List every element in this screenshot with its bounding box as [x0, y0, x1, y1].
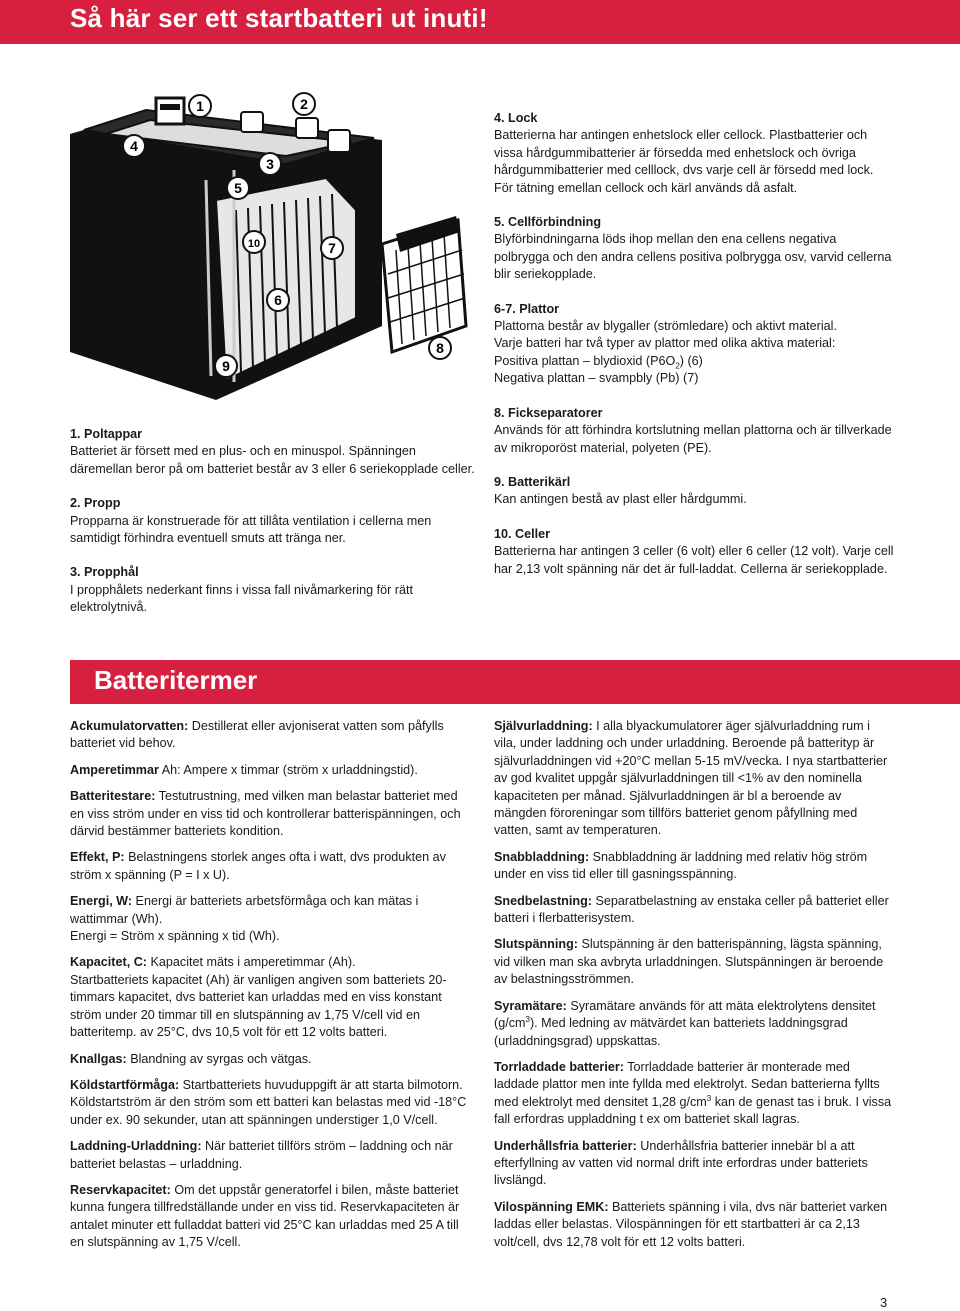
term-entry [494, 1059, 894, 1129]
term-text: Destillerat eller avjoniserat vatten som påfylls batteriet vid behov. [70, 719, 444, 751]
term-text: Separatbelastning av enstaka celler på batteriet eller batteri i flerbatterisystem. [494, 893, 889, 926]
callout-6-label: 6 [274, 292, 282, 308]
term-entry [494, 893, 894, 928]
superscript: 3 [525, 1014, 530, 1024]
vent-cap [328, 130, 350, 152]
term-text: När batteriet tillförs ström – laddning och när batteriet belastas – urladdning. [70, 1139, 453, 1171]
term-name: Amperetimmar [70, 762, 159, 777]
header-bar [0, 0, 960, 44]
term-name: Slutspänning: [494, 937, 578, 952]
part-text-line: Positiva plattan – blydioxid $(P6O_2)$ (6) [494, 353, 703, 371]
part-text: I propphålets nederkant finns i vissa fall nivåmarkering för rätt elektrolytnivå. [70, 582, 413, 615]
term-entry [494, 998, 894, 1050]
part-text: Blyförbindningarna löds ihop mellan den ena cellens negativa polbrygga och den andra cellens positiva polbrygga osv, varvid cellerna blir seriekopplade. [494, 232, 892, 282]
term-entry [70, 762, 472, 779]
term-text: Underhållsfria batterier innebär bl a att efterfyllning av vatten vid normal drift inte erfordras under batteriets livslängd. [494, 1138, 868, 1188]
page-title: Så här ser ett startbatteri ut inuti! [70, 3, 488, 33]
part-heading: 9. Batterikärl [494, 474, 571, 489]
term-entry [70, 788, 472, 840]
section-title: Batteritermer [94, 665, 258, 695]
term-name: Reservkapacitet: [70, 1182, 171, 1197]
term-entry [70, 718, 472, 753]
term-name: Kapacitet, C: [70, 955, 147, 970]
term-text: Om det uppstår generatorfel i bilen, måste batteriet kunna fungera tillfredställande under en viss tid. Reservkapaciteten är antalet minuter ett fulladdat batteri vid 25°C kan urladdas med 25 A till en slutspänning av 1,75 V/cell. [70, 1182, 460, 1250]
term-name: Ackumulatorvatten: [70, 719, 189, 733]
vent-cap [241, 112, 263, 132]
part-heading: 6-7. Plattor [494, 301, 560, 316]
part-text: Batteriet är försett med en plus- och en minuspol. Spänningen däremellan beror på om batteriet består av 3 eller 6 seriekopplade celler. [70, 444, 475, 476]
part-plug-hole [70, 564, 480, 616]
part-text: Kan antingen bestå av plast eller hårdgummi. [494, 492, 747, 507]
part-container [494, 474, 894, 509]
terms-list-left [70, 718, 472, 1261]
parts-list-right [494, 110, 894, 595]
term-name: Syramätare: [494, 998, 567, 1013]
part-text: Propparna är konstruerade för att tillåta ventilation i cellerna men samtidigt förhindra eventuell smuts att tränga ner. [70, 513, 432, 546]
battery-diagram [66, 90, 476, 402]
term-name: Köldstartförmåga: [70, 1077, 180, 1092]
callout-4-label: 4 [130, 138, 138, 154]
terminal-post [156, 98, 184, 124]
part-text-line: Varje batteri har två typer av plattor med olika aktiva material: [494, 336, 836, 351]
term-name: Underhållsfria batterier: [494, 1138, 637, 1153]
part-heading: 2. Propp [70, 496, 121, 511]
part-heading: 4. Lock [494, 111, 538, 125]
part-text: Batterierna har antingen 3 celler (6 volt) eller 6 celler (12 volt). Varje cell har 2,13 volt spänning när det är full-laddat. Cellerna är seriekopplade. [494, 544, 894, 576]
terms-list-right [494, 718, 894, 1260]
term-text: Ah: Ampere x timmar (ström x urladdningstid). [161, 762, 418, 777]
term-name: Självurladdning: [494, 719, 593, 733]
term-text: Torrladdade batterier är monterade med laddade plattor men inte fyllda med elektrolyt. Sedan batterierna fyllts med elektrolyt med densitet 1,28 g/cm [494, 1059, 880, 1109]
term-text: Batteriets spänning i vila, dvs när batteriet varken laddas eller belastas. Vilospänningen för ett startbatteri är ca 2,13 volt/cell, dvs 12,78 volt för ett 12 volts batteri. [494, 1199, 888, 1249]
term-name: Snabbladdning: [494, 849, 590, 864]
term-entry [494, 1138, 894, 1190]
part-text-line: Plattorna består av blygaller (strömledare) och aktivt material. [494, 319, 837, 334]
term-entry [494, 849, 894, 884]
term-text: Syramätare används för att mäta elektrolytens densitet (g/cm [494, 998, 876, 1031]
term-text: Belastningens storlek anges ofta i watt, dvs produkten av ström x spänning (P = I x U). [70, 850, 446, 882]
term-entry [70, 849, 472, 884]
term-entry [494, 718, 894, 840]
term-entry [494, 1199, 894, 1251]
part-plates [494, 301, 894, 388]
term-text-tail: ). Med ledning av mätvärdet kan batteriets laddningsgrad (urladdningsgrad) uppskattas. [494, 1016, 848, 1048]
part-heading: 5. Cellförbindning [494, 215, 602, 230]
term-text: Blandning av syrgas och vätgas. [130, 1051, 312, 1066]
part-plug [70, 495, 480, 547]
superscript: 3 [706, 1093, 712, 1103]
page-number: 3 [880, 1295, 888, 1310]
term-name: Energi, W: [70, 894, 133, 909]
term-text-extra: Energi = Ström x spänning x tid (Wh). [70, 929, 280, 944]
part-separators [494, 405, 894, 457]
part-heading: 8. Fickseparatorer [494, 405, 603, 420]
part-cell-connector [494, 214, 894, 284]
term-text: Energi är batteriets arbetsförmåga och kan mätas i wattimmar (Wh). [70, 894, 419, 926]
callout-1-label: 1 [196, 98, 204, 114]
part-heading: 10. Celler [494, 526, 551, 541]
term-name: Laddning-Urladdning: [70, 1139, 202, 1154]
parts-list-left [70, 426, 480, 634]
term-text: Startbatteriets huvuduppgift är att starta bilmotorn. Köldstartström är den ström som ett batteri kan belastas med vid -18°C under ex. 90 sekunder, utan att spänningen understiger 1,0 V/cell. [70, 1077, 467, 1127]
term-entry [70, 1138, 472, 1173]
part-text-line: Negativa plattan – svampbly (Pb) (7) [494, 371, 699, 386]
term-entry [70, 1182, 472, 1252]
callout-2-label: 2 [300, 96, 308, 112]
term-entry [494, 936, 894, 988]
callout-8-label: 8 [436, 340, 444, 356]
term-text-tail: kan de genast tas i bruk. I vissa fall erfordras uppladdning t ex om batteriet skall lagras. [494, 1094, 892, 1127]
term-name: Vilospänning EMK: [494, 1199, 609, 1214]
term-text: Snabbladdning är laddning med relativ hög ström under en viss tid eller till gasningsspänning. [494, 849, 868, 882]
part-text: Batterierna har antingen enhetslock eller cellock. Plastbatterier och vissa hårdgummibatterier är försedda med enhetslock och övriga hårdgummibatterier med celllock, dvs varje cell är försedd med lock. För tätning emellan cellock och kärl används då asfalt. [494, 128, 874, 195]
section-bar [70, 660, 960, 704]
term-name: Snedbelastning: [494, 893, 592, 908]
part-heading: 3. Propphål [70, 565, 139, 580]
term-entry [70, 954, 472, 1041]
term-text-extra: Startbatteriets kapacitet (Ah) är vanligen angiven som batteriets 20-timmars kapacitet, dvs batteriet kan urladdas med en viss konstant ström under 20 timmar till en slutspänning av 1,75 V/cell vid en batteritemp. av 25°C, dvs 10,5 volt för ett 12 volts batteri. [70, 972, 447, 1040]
term-name: Torrladdade batterier: [494, 1059, 624, 1074]
callout-10-label: 10 [247, 238, 261, 250]
term-name: Knallgas: [70, 1051, 127, 1066]
part-terminals [70, 426, 480, 478]
callout-9-label: 9 [222, 358, 230, 374]
callout-7-label: 7 [328, 240, 336, 256]
term-entry [70, 1077, 472, 1129]
part-lid [494, 110, 894, 197]
part-cells [494, 526, 894, 578]
term-entry [70, 1051, 472, 1068]
term-text: Slutspänning är den batterispänning, lägsta spänning, vid vilken man ska avbryta urladdningen. Slutspänningen är beroende av belastningsströmmen. [494, 937, 884, 987]
part-text: Används för att förhindra kortslutning mellan plattorna och är tillverkade av mikroporöst material, polyeten (PE). [494, 423, 892, 455]
part-heading: 1. Poltappar [70, 427, 143, 441]
term-text: Kapacitet mäts i amperetimmar (Ah). [150, 955, 356, 970]
term-text: I alla blyackumulatorer äger självurladdning rum i vila, under laddning och under urladdning. Beroende på batterityp är självurladdningen vid +20°C mellan 5-15 mV/vecka. I nya startbatterier av god kvalitet uppgår självurladdningen till <1% av den nominella kapaciteten per månad. Självurladdningen är bl a beroende av mängden föroreningar som tillförs batteriet genom påfyllning med vatten, samt av temperaturen. [494, 719, 888, 838]
term-name: Batteritestare: [70, 789, 156, 804]
callout-5-label: 5 [234, 180, 242, 196]
term-entry [70, 893, 472, 945]
term-name: Effekt, P: [70, 850, 125, 865]
term-text: Testutrustning, med vilken man belastar batteriet med en viss ström under en viss tid och kontrollerar batterispänningen, och därvid bestämmer batteriets kondition. [70, 789, 461, 839]
vent-cap [296, 118, 318, 138]
callout-3-label: 3 [266, 156, 274, 172]
